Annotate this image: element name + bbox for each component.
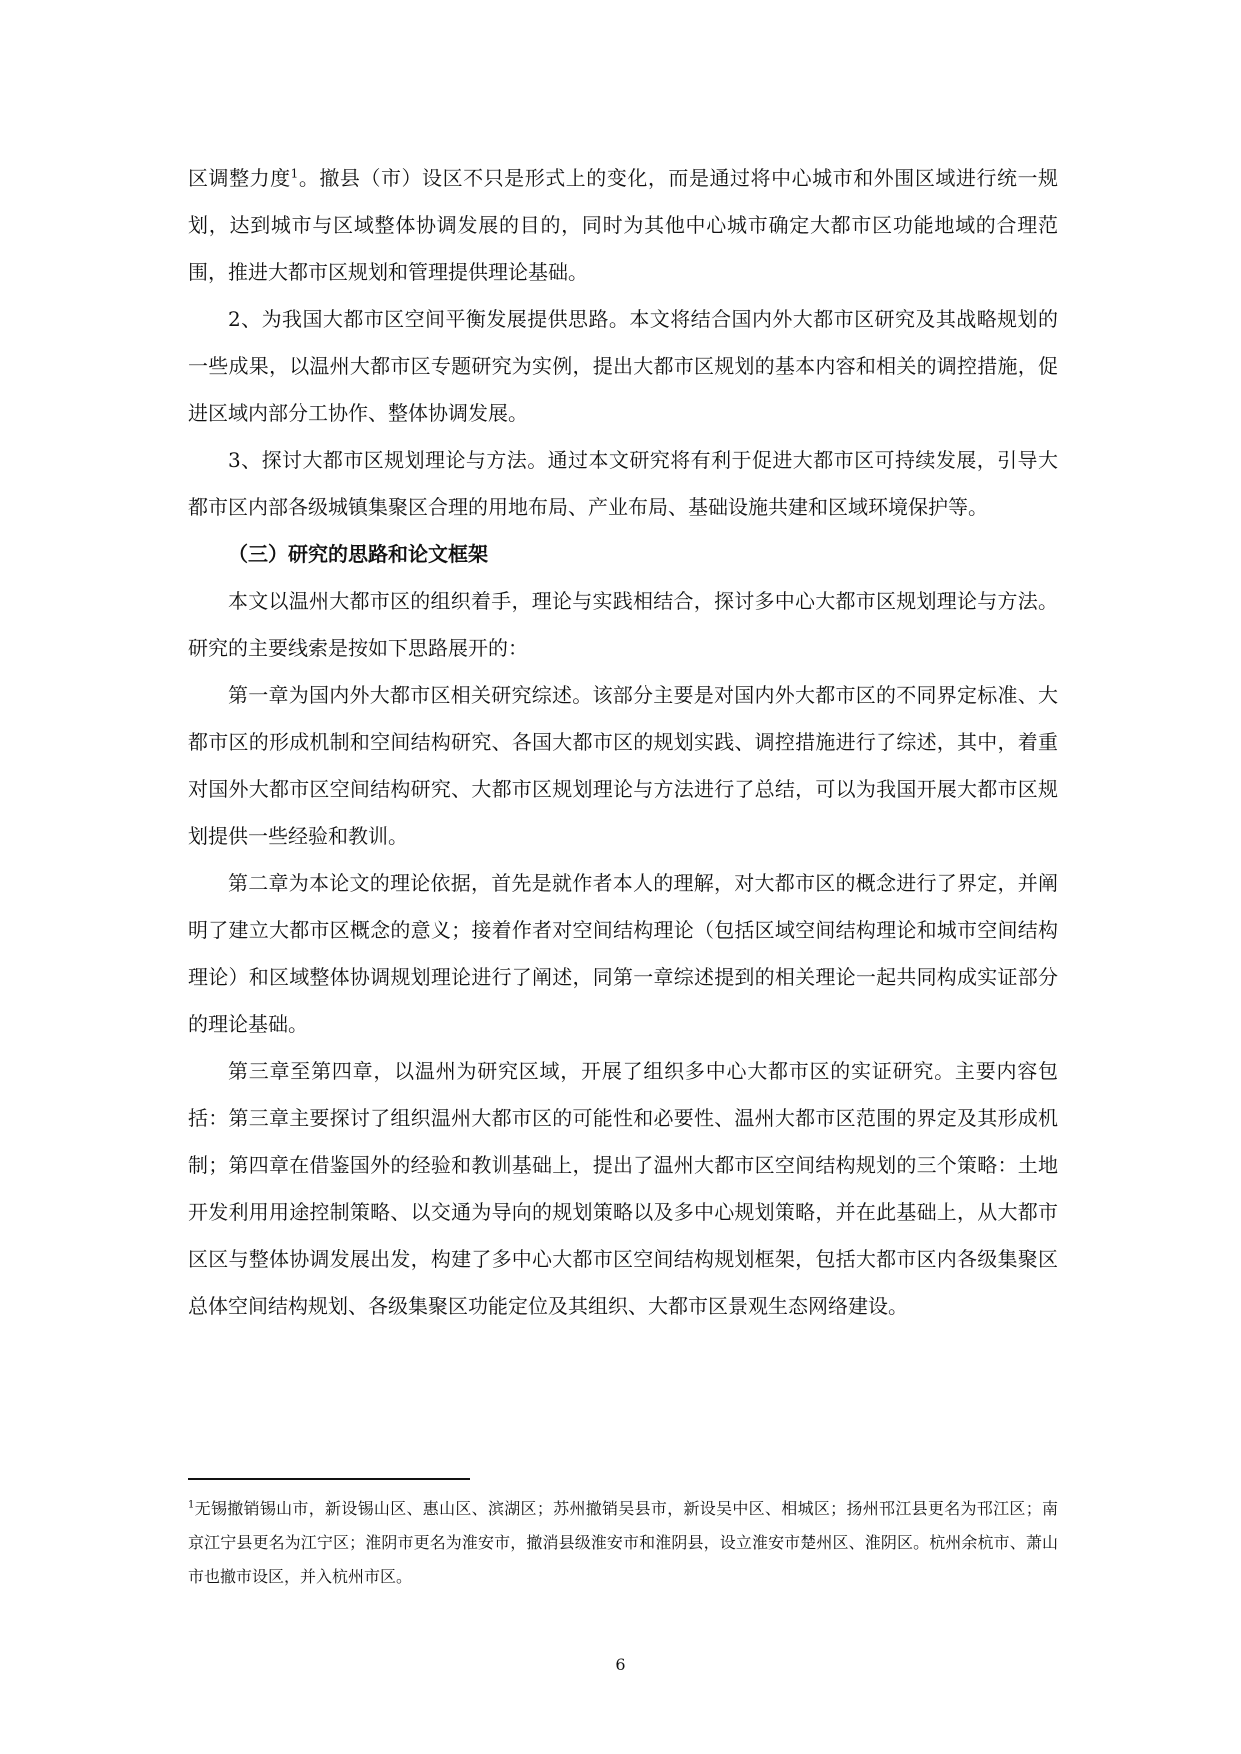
paragraph-2: 2、为我国大都市区空间平衡发展提供思路。本文将结合国内外大都市区研究及其战略规划的一些成果，以温州大都市区专题研究为实例，提出大都市区规划的基本内容和相关的调控措施，促进区域内部分工协作、整体协调发展。	[188, 307, 1058, 425]
footnote	[188, 1492, 1058, 1594]
footnote-body: 无锡撤销锡山市，新设锡山区、惠山区、滨湖区；苏州撤销吴县市，新设吴中区、相城区；扬州邗江县更名为邗江区；南京江宁县更名为江宁区；淮阴市更名为淮安市，撤消县级淮安市和淮阴县，设立淮安市楚州区、淮阴区。杭州余杭市、萧山市也撤市设区，并入杭州市区。	[188, 1499, 1058, 1586]
paragraph-6: 第二章为本论文的理论依据，首先是就作者本人的理解，对大都市区的概念进行了界定，并阐明了建立大都市区概念的意义；接着作者对空间结构理论（包括区域空间结构理论和城市空间结构理论）和区域整体协调规划理论进行了阐述，同第一章综述提到的相关理论一起共同构成实证部分的理论基础。	[188, 871, 1058, 1036]
paragraph-1-text-a: 区调整力度	[188, 166, 291, 190]
paragraph-4: 本文以温州大都市区的组织着手，理论与实践相结合，探讨多中心大都市区规划理论与方法。研究的主要线索是按如下思路展开的：	[188, 589, 1058, 660]
paragraph-1-text-b: 。撤县（市）设区不只是形式上的变化，而是通过将中心城市和外围区域进行统一规划，达到城市与区域整体协调发展的目的，同时为其他中心城市确定大都市区功能地域的合理范围，推进大都市区规划和管理提供理论基础。	[188, 166, 1059, 284]
footnote-text	[188, 1492, 1058, 1594]
body-text	[188, 155, 1058, 1330]
section-heading: （三）研究的思路和论文框架	[228, 542, 488, 566]
footnote-reference[interactable]: 1	[290, 166, 299, 181]
paragraph-5: 第一章为国内外大都市区相关研究综述。该部分主要是对国内外大都市区的不同界定标准、大都市区的形成机制和空间结构研究、各国大都市区的规划实践、调控措施进行了综述，其中，着重对国外大都市区空间结构研究、大都市区规划理论与方法进行了总结，可以为我国开展大都市区规划提供一些经验和教训。	[188, 683, 1058, 848]
paragraph-7: 第三章至第四章，以温州为研究区域，开展了组织多中心大都市区的实证研究。主要内容包括：第三章主要探讨了组织温州大都市区的可能性和必要性、温州大都市区范围的界定及其形成机制；第四章在借鉴国外的经验和教训基础上，提出了温州大都市区空间结构规划的三个策略：土地开发利用用途控制策略、以交通为导向的规划策略以及多中心规划策略，并在此基础上，从大都市区区与整体协调发展出发，构建了多中心大都市区空间结构规划框架，包括大都市区内各级集聚区总体空间结构规划、各级集聚区功能定位及其组织、大都市区景观生态网络建设。	[188, 1059, 1058, 1318]
footnote-marker: 1	[188, 1499, 195, 1511]
page-number: 6	[615, 1655, 626, 1674]
footnote-divider	[188, 1478, 470, 1480]
paragraph-3: 3、探讨大都市区规划理论与方法。通过本文研究将有利于促进大都市区可持续发展，引导大都市区内部各级城镇集聚区合理的用地布局、产业布局、基础设施共建和区域环境保护等。	[188, 448, 1058, 519]
paragraph-1	[188, 155, 1058, 296]
